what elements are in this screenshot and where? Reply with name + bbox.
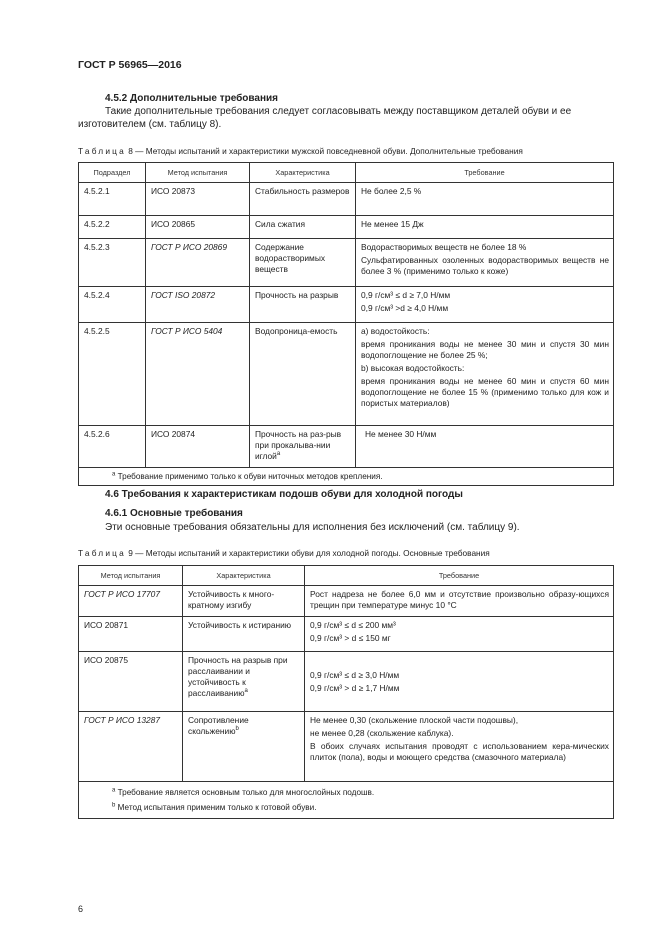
table-8-header-requirement: Требование bbox=[356, 163, 614, 183]
characteristic-cell bbox=[183, 712, 305, 782]
document-code: ГОСТ Р 56965—2016 bbox=[78, 59, 182, 71]
table-8-caption-text: 8 — Методы испытаний и характеристики мужской повседневной обуви. Дополнительные требования bbox=[128, 146, 523, 156]
requirement-line: Не менее 30 Н/мм bbox=[365, 429, 437, 439]
characteristic-cell bbox=[250, 426, 356, 468]
footnote-text: Требование применимо только к обуви ниточных методов крепления. bbox=[117, 472, 383, 481]
table-row bbox=[79, 652, 614, 712]
subsection-cell: 4.5.2.1 bbox=[79, 183, 146, 216]
method-cell: ГОСТ Р ИСО 5404 bbox=[146, 323, 250, 426]
requirement-line: В обоих случаях испытания проводят с использованием кера-мических плиток (пола), воды и моющего средства (смазочного материала) bbox=[310, 741, 609, 762]
subsection-cell: 4.5.2.6 bbox=[79, 426, 146, 468]
table-8-header-method: Метод испытания bbox=[146, 163, 250, 183]
requirement-line: Рост надреза не более 6,0 мм и отсутствие произвольно образу-ющихся трещин при температуре минус 10 °С bbox=[310, 589, 609, 610]
requirement-line: время проникания воды не менее 30 мин и спустя 30 мин водопоглощение не более 25 %; bbox=[361, 339, 609, 360]
requirement-line: b) высокая водостойкость: bbox=[361, 363, 465, 373]
requirement-cell bbox=[356, 426, 614, 468]
table-9-header-row bbox=[79, 566, 614, 586]
table-9-header-requirement: Требование bbox=[305, 566, 614, 586]
method-cell: ИСО 20875 bbox=[79, 652, 183, 712]
characteristic-cell bbox=[183, 652, 305, 712]
table-9-caption bbox=[78, 548, 490, 558]
characteristic-cell: Сила сжатия bbox=[250, 216, 356, 239]
table-row bbox=[79, 183, 614, 216]
table-8-footnote bbox=[79, 468, 614, 486]
requirement-cell bbox=[356, 183, 614, 216]
requirement-line: 0,9 г/см³ >d ≥ 4,0 Н/мм bbox=[361, 303, 449, 313]
requirement-line: Сульфатированных озоленных водорастворимых веществ не более 3 % (применимо только к коже) bbox=[361, 255, 609, 276]
requirement-line: не менее 0,28 (скольжение каблука). bbox=[310, 728, 454, 738]
table-9 bbox=[78, 565, 614, 819]
footnote-text: Требование является основным только для многослойных подошв. bbox=[117, 788, 375, 797]
section-heading-4-6-1: 4.6.1 Основные требования bbox=[105, 508, 243, 519]
table-row bbox=[79, 323, 614, 426]
requirement-line: 0,9 г/см³ ≤ d ≤ 200 мм³ bbox=[310, 620, 396, 630]
section-paragraph-4-6-1: Эти основные требования обязательны для исполнения без исключений (см. таблицу 9). bbox=[105, 522, 520, 533]
table-row bbox=[79, 287, 614, 323]
characteristic-cell: Устойчивость к истиранию bbox=[183, 617, 305, 652]
requirement-line: 0,9 г/см³ > d ≥ 1,7 Н/мм bbox=[310, 682, 400, 693]
requirement-cell bbox=[305, 712, 614, 782]
table-8-caption bbox=[78, 146, 523, 156]
requirement-line: 0,9 г/см³ ≤ d ≥ 7,0 Н/мм bbox=[361, 290, 451, 300]
characteristic-cell: Содержание водорастворимых веществ bbox=[250, 239, 356, 287]
section-paragraph-4-5-2: Такие дополнительные требования следует согласовывать между поставщиком деталей обуви и ее изготовителем (см. таблицу 8). bbox=[78, 106, 572, 130]
table-8-header-subsection: Подраздел bbox=[79, 163, 146, 183]
table-9-header-method: Метод испытания bbox=[79, 566, 183, 586]
characteristic-cell: Стабильность размеров bbox=[250, 183, 356, 216]
characteristic-cell: Прочность на разрыв bbox=[250, 287, 356, 323]
table-8-header-characteristic: Характеристика bbox=[250, 163, 356, 183]
footnote-ref: a bbox=[276, 451, 281, 458]
table-9-header-characteristic: Характеристика bbox=[183, 566, 305, 586]
table-8-footnote-row bbox=[79, 468, 614, 486]
requirement-cell bbox=[356, 287, 614, 323]
subsection-cell: 4.5.2.3 bbox=[79, 239, 146, 287]
subsection-cell: 4.5.2.4 bbox=[79, 287, 146, 323]
section-heading-4-5-2: 4.5.2 Дополнительные требования bbox=[105, 93, 279, 104]
table-8-header-row bbox=[79, 163, 614, 183]
page-number: 6 bbox=[78, 904, 84, 914]
footnote-mark: b bbox=[112, 802, 116, 809]
section-heading-4-6: 4.6 Требования к характеристикам подошв обуви для холодной погоды bbox=[105, 489, 463, 500]
table-9-footnotes bbox=[79, 782, 614, 819]
method-cell: ИСО 20871 bbox=[79, 617, 183, 652]
table-8 bbox=[78, 162, 614, 486]
table-9-caption-label: Таблица bbox=[78, 548, 126, 558]
table-9-footnote bbox=[112, 802, 609, 813]
method-cell: ГОСТ Р ИСО 13287 bbox=[79, 712, 183, 782]
requirement-line: а) водостойкость: bbox=[361, 326, 430, 336]
requirement-line: Не менее 15 Дж bbox=[361, 219, 424, 229]
footnote-ref: b bbox=[235, 726, 239, 733]
requirement-line: 0,9 г/см³ > d ≤ 150 мг bbox=[310, 633, 391, 643]
table-row bbox=[79, 216, 614, 239]
requirement-line: Не более 2,5 % bbox=[361, 186, 422, 196]
requirement-line: 0,9 г/см³ ≤ d ≥ 3,0 Н/мм bbox=[310, 669, 400, 680]
footnote-mark: a bbox=[112, 471, 116, 478]
table-row bbox=[79, 426, 614, 468]
requirement-cell bbox=[356, 216, 614, 239]
requirement-cell bbox=[305, 617, 614, 652]
requirement-cell bbox=[305, 652, 614, 712]
characteristic-cell: Водопроница-емость bbox=[250, 323, 356, 426]
method-cell: ИСО 20874 bbox=[146, 426, 250, 468]
table-9-footnote bbox=[112, 787, 609, 798]
table-row bbox=[79, 586, 614, 617]
requirement-cell bbox=[305, 586, 614, 617]
table-row bbox=[79, 712, 614, 782]
table-9-footnote-row bbox=[79, 782, 614, 819]
requirement-line: Не менее 0,30 (скольжение плоской части подошвы), bbox=[310, 715, 519, 725]
footnote-text: Метод испытания применим только к готовой обуви. bbox=[117, 803, 317, 812]
requirement-line: Водорастворимых веществ не более 18 % bbox=[361, 242, 527, 252]
table-row bbox=[79, 239, 614, 287]
subsection-cell: 4.5.2.5 bbox=[79, 323, 146, 426]
requirement-cell bbox=[356, 323, 614, 426]
footnote-mark: a bbox=[112, 787, 116, 794]
characteristic-text: Прочность на разрыв при расслаивании и устойчивость к расслаиванию bbox=[188, 655, 288, 698]
method-cell: ГОСТ ISO 20872 bbox=[146, 287, 250, 323]
requirement-cell bbox=[356, 239, 614, 287]
table-row bbox=[79, 617, 614, 652]
characteristic-cell: Устойчивость к много-кратному изгибу bbox=[183, 586, 305, 617]
table-9-caption-text: 9 — Методы испытаний и характеристики обуви для холодной погоды. Основные требования bbox=[128, 548, 490, 558]
characteristic-text: Сопротивление скольжению bbox=[188, 715, 249, 736]
footnote-ref: a bbox=[244, 688, 248, 695]
method-cell: ИСО 20873 bbox=[146, 183, 250, 216]
requirement-line: время проникания воды не менее 60 мин и спустя 60 мин водопоглощение не более 15 % (применимо только для кож и пористых материалов) bbox=[361, 376, 609, 408]
table-8-caption-label: Таблица bbox=[78, 146, 126, 156]
method-cell: ГОСТ Р ИСО 20869 bbox=[146, 239, 250, 287]
characteristic-text: Прочность на раз-рыв при прокалыва-нии иглой bbox=[255, 429, 342, 461]
method-cell: ИСО 20865 bbox=[146, 216, 250, 239]
subsection-cell: 4.5.2.2 bbox=[79, 216, 146, 239]
method-cell: ГОСТ Р ИСО 17707 bbox=[79, 586, 183, 617]
